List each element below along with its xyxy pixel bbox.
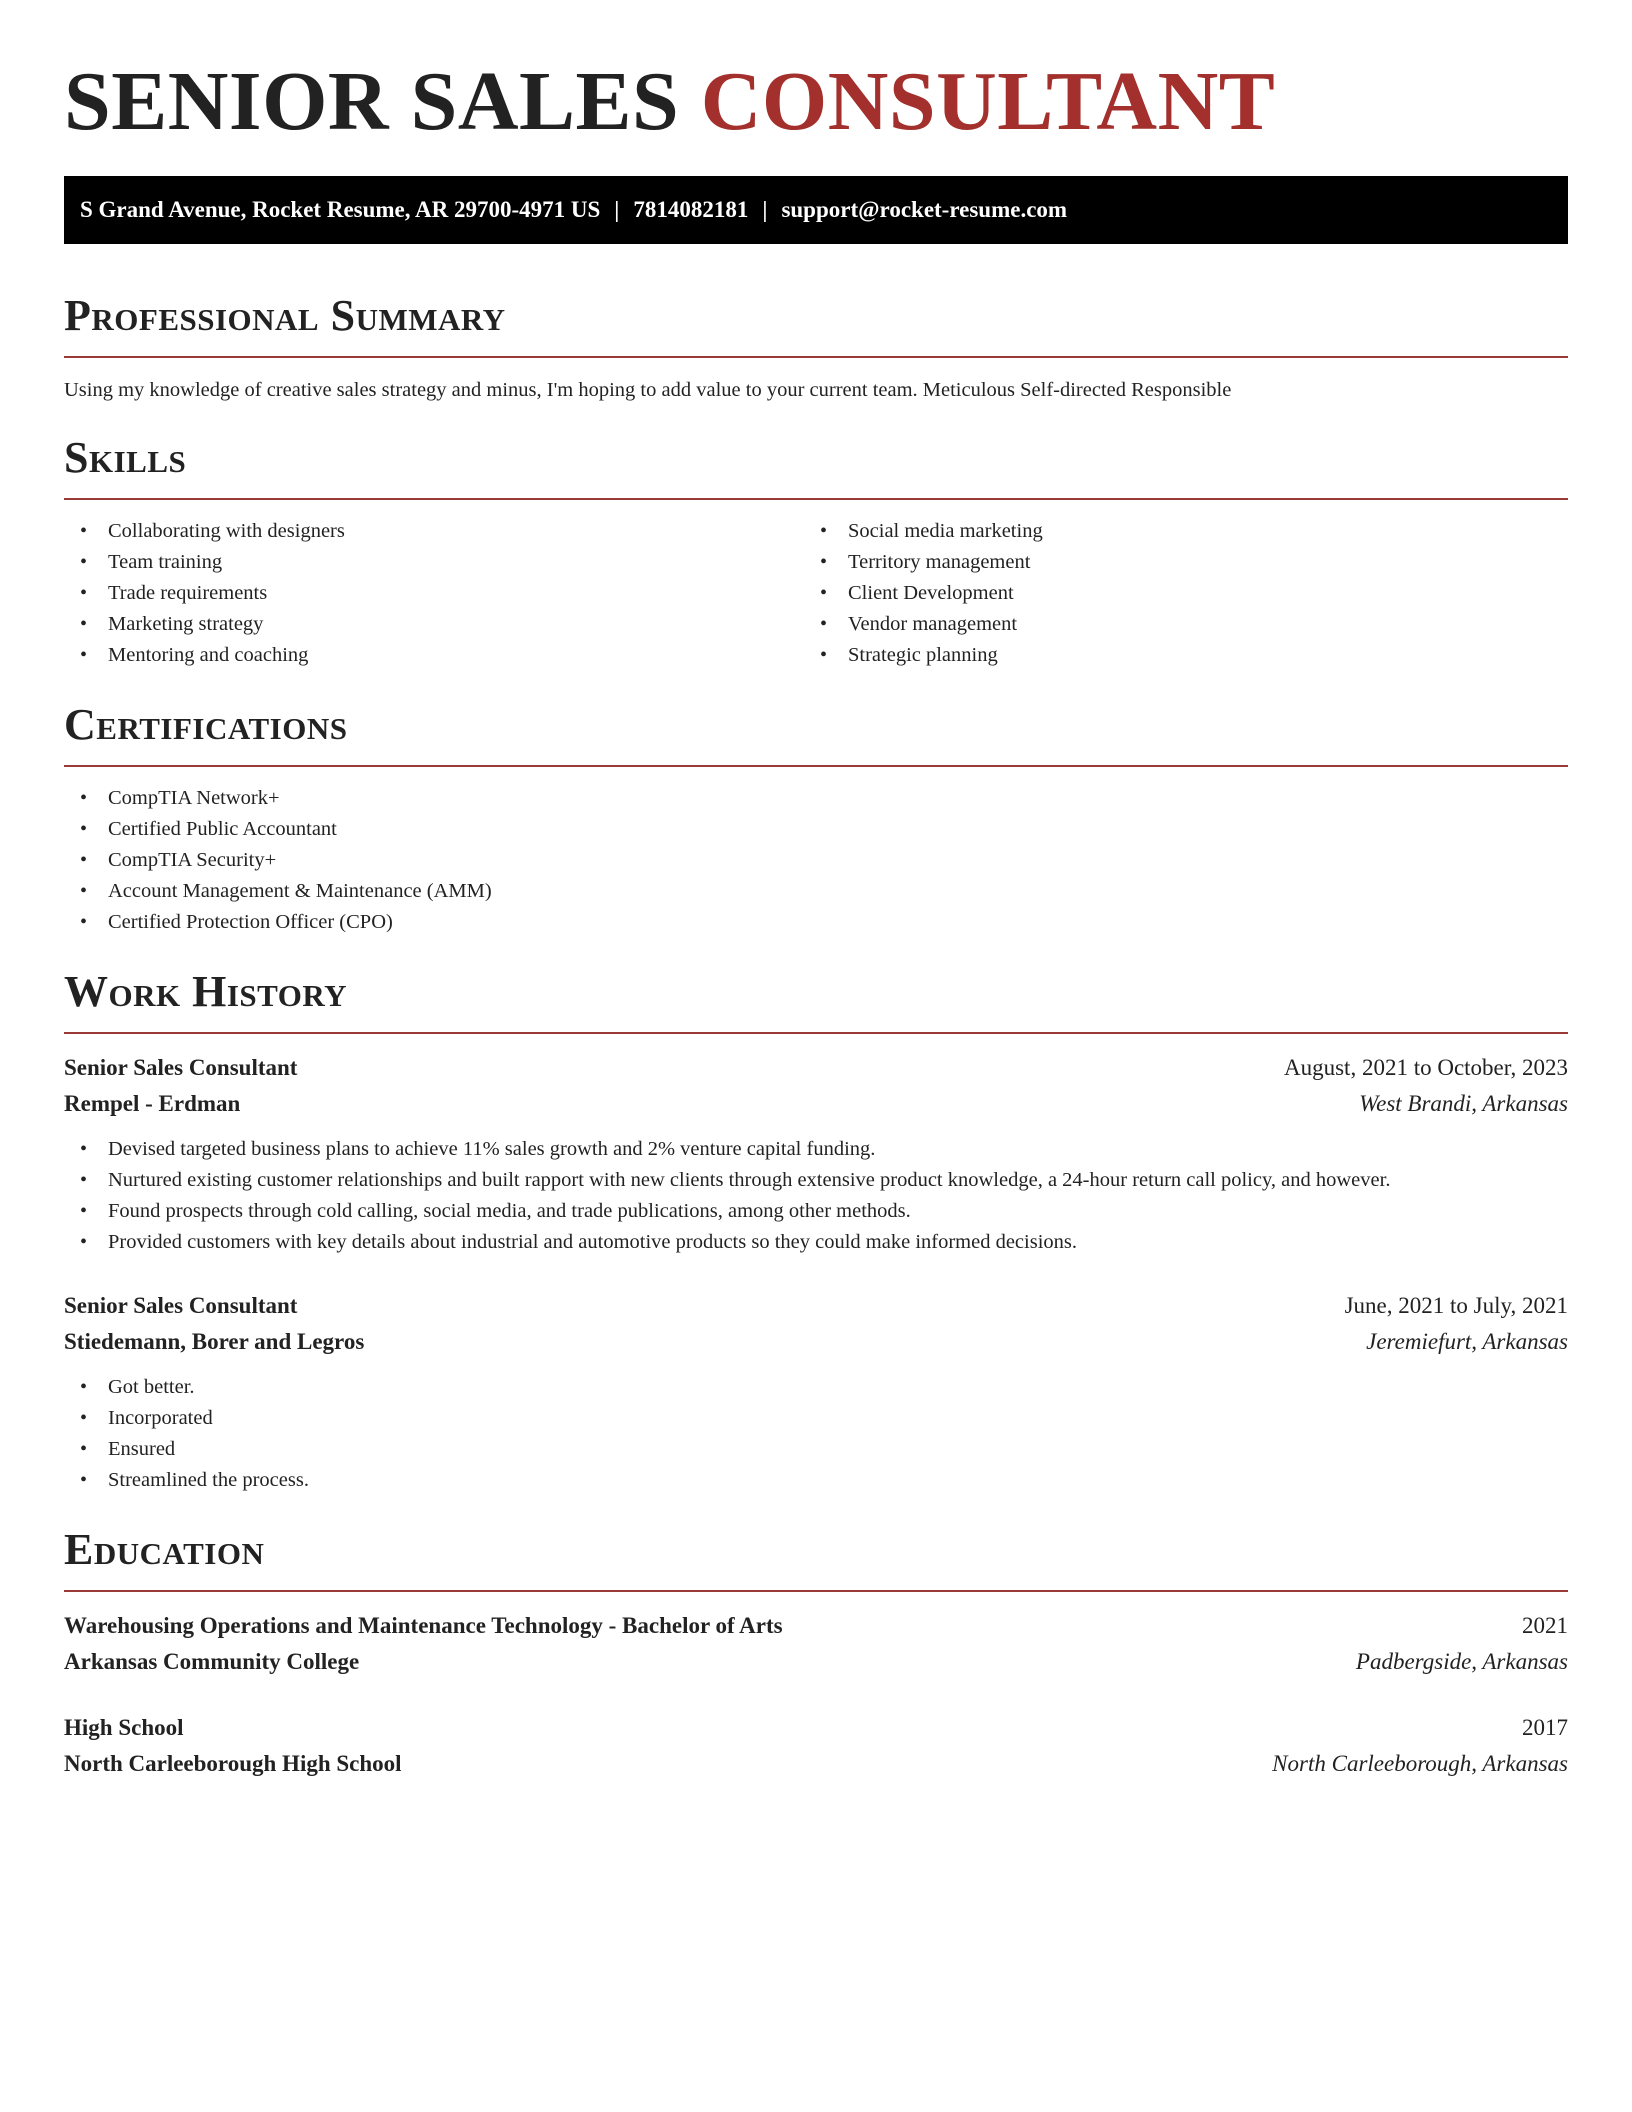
skill-item: • Social media marketing [804,516,1544,547]
section-heading-education: Education [64,1525,265,1574]
skill-item: • Client Development [804,578,1544,609]
job-bullet: • Got better. [64,1372,1568,1403]
contact-bar [64,176,1568,244]
job-dates: August, 2021 to October, 2023 [1284,1055,1568,1080]
job-bullet: • Nurtured existing customer relationships and built rapport with new clients through extensive product knowledge, a 24-hour return call policy, and however. [64,1165,1568,1196]
job-bullet: • Found prospects through cold calling, social media, and trade publications, among other methods. [64,1196,1568,1227]
job-bullet: • Streamlined the process. [64,1465,1568,1496]
job-dates: June, 2021 to July, 2021 [1344,1293,1568,1318]
skill-item: • Territory management [804,547,1544,578]
education-year: 2021 [1522,1613,1568,1638]
certification-item: • Certified Protection Officer (CPO) [64,907,1568,938]
education-degree-row [64,1608,1568,1644]
job-bullet: • Ensured [64,1434,1568,1465]
job-bullet: • Devised targeted business plans to achieve 11% sales growth and 2% venture capital funding. [64,1134,1568,1165]
work-history-section [64,968,1568,1496]
skill-item: • Trade requirements [64,578,804,609]
summary-section [64,292,1568,404]
resume-title [64,0,1568,176]
job-entry [64,1050,1568,1258]
education-entry [64,1710,1568,1782]
education-degree: High School [64,1715,184,1740]
job-header-row [64,1288,1568,1324]
job-company: Stiedemann, Borer and Legros [64,1329,365,1354]
job-location: Jeremiefurt, Arkansas [1366,1329,1568,1354]
job-title: Senior Sales Consultant [64,1293,298,1318]
education-school-row [64,1644,1568,1680]
skills-grid [64,516,1568,671]
education-school: North Carleeborough High School [64,1751,402,1776]
contact-address: S Grand Avenue, Rocket Resume, AR 29700-4971 US [80,197,601,222]
certification-item: • CompTIA Security+ [64,845,1568,876]
skills-list-right [804,516,1544,671]
certifications-section [64,701,1568,938]
job-bullets [64,1372,1568,1496]
education-location: Padbergside, Arkansas [1355,1649,1568,1674]
contact-email[interactable]: support@rocket-resume.com [781,197,1068,222]
education-degree: Warehousing Operations and Maintenance Technology - Bachelor of Arts [64,1613,783,1638]
job-bullet: • Provided customers with key details about industrial and automotive products so they could make informed decisions. [64,1227,1568,1258]
title-main: SENIOR SALES [64,55,680,148]
contact-separator: | [614,197,620,222]
section-heading-skills: Skills [64,433,187,482]
job-header-row [64,1050,1568,1086]
section-divider [64,498,1568,500]
skill-item: • Strategic planning [804,640,1544,671]
job-company-row [64,1086,1568,1122]
summary-text: Using my knowledge of creative sales strategy and minus, I'm hoping to add value to your current team. Meticulous Self-directed Responsible [64,379,1232,401]
title-accent: CONSULTANT [700,55,1276,148]
job-bullet: • Incorporated [64,1403,1568,1434]
job-company-row [64,1324,1568,1360]
contact-phone: 7814082181 [633,197,749,222]
section-heading-summary: Professional Summary [64,291,506,340]
contact-separator: | [762,197,768,222]
section-divider [64,356,1568,358]
job-bullets [64,1134,1568,1258]
education-year: 2017 [1522,1715,1568,1740]
job-company: Rempel - Erdman [64,1091,241,1116]
job-location: West Brandi, Arkansas [1359,1091,1568,1116]
section-divider [64,1590,1568,1592]
education-school: Arkansas Community College [64,1649,360,1674]
skill-item: • Collaborating with designers [64,516,804,547]
certification-item: • Account Management & Maintenance (AMM) [64,876,1568,907]
certification-item: • Certified Public Accountant [64,814,1568,845]
education-entry [64,1608,1568,1680]
skills-list-left [64,516,804,671]
skill-item: • Mentoring and coaching [64,640,804,671]
certification-item: • CompTIA Network+ [64,783,1568,814]
section-heading-certifications: Certifications [64,700,348,749]
skill-item: • Vendor management [804,609,1544,640]
education-school-row [64,1746,1568,1782]
skills-section [64,434,1568,671]
skill-item: • Marketing strategy [64,609,804,640]
education-location: North Carleeborough, Arkansas [1272,1751,1568,1776]
skill-item: • Team training [64,547,804,578]
certifications-list [64,783,1568,938]
section-divider [64,1032,1568,1034]
education-degree-row [64,1710,1568,1746]
section-heading-work-history: Work History [64,967,348,1016]
job-title: Senior Sales Consultant [64,1055,298,1080]
education-section [64,1526,1568,1782]
job-entry [64,1288,1568,1496]
section-divider [64,765,1568,767]
